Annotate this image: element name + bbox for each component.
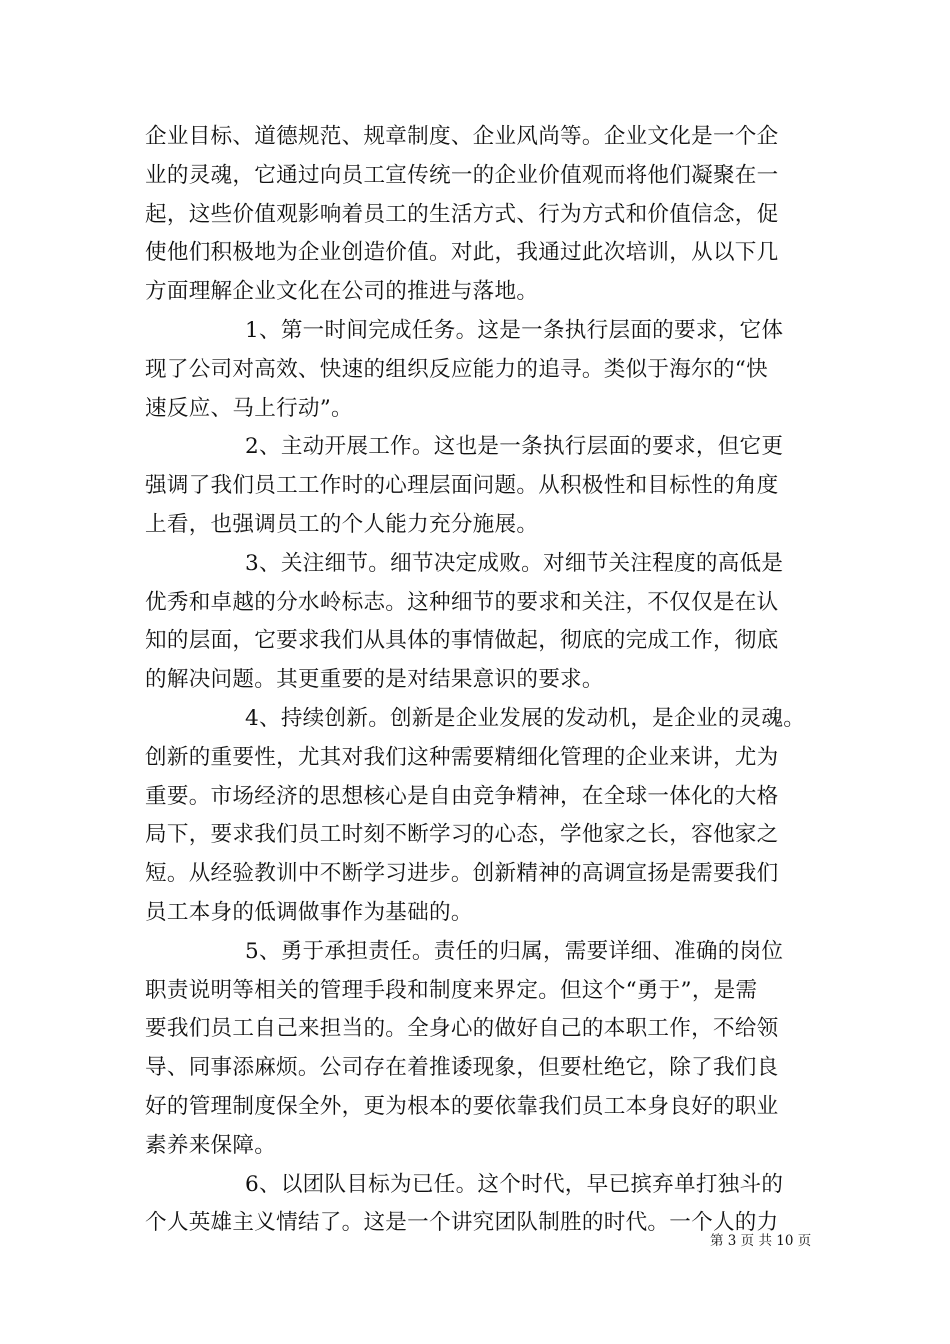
text-line: 速反应、马上行动”。	[145, 395, 353, 421]
text-line: 短。从经验教训中不断学习进步。创新精神的高调宣扬是需要我们	[145, 861, 779, 887]
text-line: 重要。市场经济的思想核心是自由竞争精神，在全球一体化的大格	[145, 783, 779, 809]
text-line: 企业目标、道德规范、规章制度、企业风尚等。企业文化是一个企	[145, 124, 779, 149]
text-line: 导、同事添麻烦。公司存在着推诿现象，但要杜绝它，除了我们良	[145, 1055, 779, 1081]
text-line-item-2: 2、主动开展工作。这也是一条执行层面的要求，但它更	[245, 434, 784, 460]
text-line: 的解决问题。其更重要的是对结果意识的要求。	[145, 667, 604, 693]
text-line: 强调了我们员工工作时的心理层面问题。从积极性和目标性的角度	[145, 473, 779, 499]
text-line-item-1: 1、第一时间完成任务。这是一条执行层面的要求，它体	[245, 317, 784, 343]
text-line: 使他们积极地为企业创造价值。对此，我通过此次培训，从以下几	[145, 240, 779, 266]
text-line: 员工本身的低调做事作为基础的。	[145, 899, 473, 925]
text-line-item-6: 6、以团队目标为已任。这个时代，早已摈弃单打独斗的	[245, 1171, 784, 1197]
text-line: 知的层面，它要求我们从具体的事情做起，彻底的完成工作，彻底	[145, 628, 779, 654]
text-line: 现了公司对高效、快速的组织反应能力的追寻。类似于海尔的“快	[145, 356, 768, 382]
text-line: 业的灵魂，它通过向员工宣传统一的企业价值观而将他们凝聚在一	[145, 162, 779, 188]
text-line: 个人英雄主义情结了。这是一个讲究团队制胜的时代。一个人的力	[145, 1210, 779, 1236]
text-line: 上看，也强调员工的个人能力充分施展。	[145, 511, 539, 537]
text-line: 方面理解企业文化在公司的推进与落地。	[145, 279, 539, 305]
text-line: 局下，要求我们员工时刻不断学习的心态，学他家之长，容他家之	[145, 822, 779, 848]
text-line-item-4: 4、持续创新。创新是企业发展的发动机，是企业的灵魂。	[245, 705, 806, 731]
text-line: 好的管理制度保全外，更为根本的要依靠我们员工本身良好的职业	[145, 1093, 779, 1119]
text-line: 优秀和卓越的分水岭标志。这种细节的要求和关注，不仅仅是在认	[145, 589, 779, 615]
text-line-item-5: 5、勇于承担责任。责任的归属，需要详细、准确的岗位	[245, 938, 784, 964]
text-line: 创新的重要性，尤其对我们这种需要精细化管理的企业来讲，尤为	[145, 744, 779, 770]
text-line-item-3: 3、关注细节。细节决定成败。对细节关注程度的高低是	[245, 550, 784, 576]
text-line: 素养来保障。	[145, 1132, 277, 1158]
page-number: 第 3 页 共 10 页	[710, 1233, 812, 1249]
text-line: 职责说明等相关的管理手段和制度来界定。但这个“勇于”，是需	[145, 977, 758, 1003]
text-line: 起，这些价值观影响着员工的生活方式、行为方式和价值信念，促	[145, 201, 779, 227]
body-text	[145, 118, 810, 1243]
text-line: 要我们员工自己来担当的。全身心的做好自己的本职工作，不给领	[145, 1016, 779, 1042]
